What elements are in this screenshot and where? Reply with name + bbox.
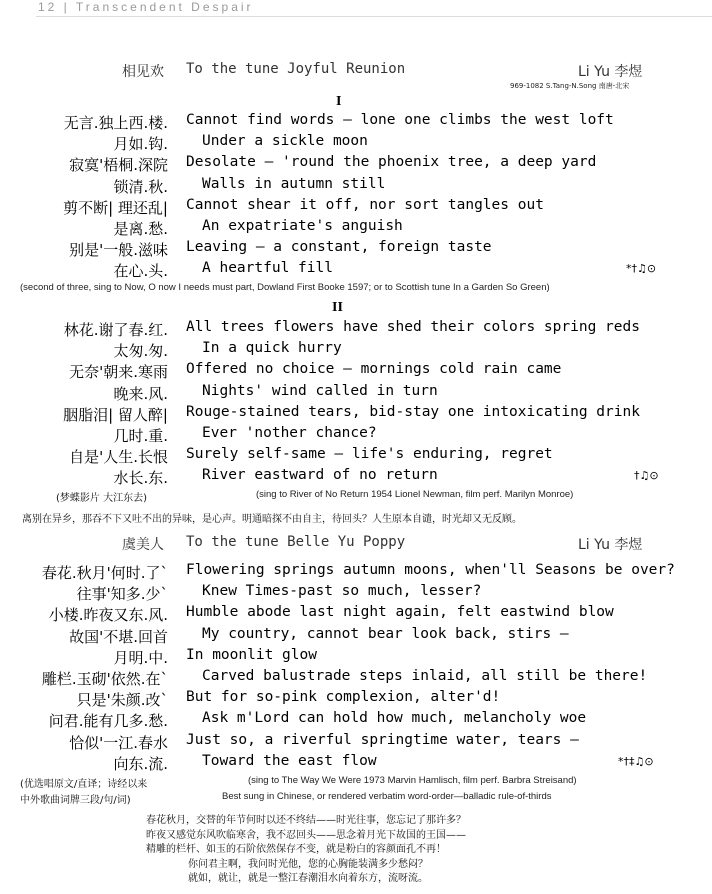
poem1-title-en [186, 61, 405, 77]
poem2-line-zh: 太匆.匆. [113, 342, 168, 361]
poem3-line-en: Knew Times-past so much, lesser? [202, 583, 482, 600]
poem1-line-zh: 是离.愁. [113, 220, 168, 238]
poem2-note-zh: (梦蝶影片 大江东去) [56, 493, 147, 504]
poem1-sing-note: (second of three, sing to Now, O now I needs must part, Dowland First Booke 1597; or to Scottish tune In a Garden So Green) [20, 282, 550, 293]
poem1-title-en-text: To the tune Joyful Reunion [186, 61, 406, 77]
poem3-note-zh-2: 中外歌曲词牌三段/句/词) [20, 795, 131, 806]
poem3-line-en: Carved balustrade steps inlaid, all still be there! [202, 668, 648, 684]
poem3-line-zh: 小楼.昨夜又东.风. [48, 606, 168, 625]
translation-line: 你问君主啊，我问时光他，您的心胸能装满多少愁闷？ [188, 858, 428, 870]
poem3-line-en: But for so-pink complexion, alter'd! [186, 689, 501, 706]
poem2-line-en: Ever 'nother chance? [202, 425, 377, 441]
poem3-line-zh: 月明.中. [113, 648, 168, 667]
poem3-sing-note: (sing to The Way We Were 1973 Marvin Hamlisch, film perf. Barbra Streisand) [248, 775, 577, 786]
poem3-render-note: Best sung in Chinese, or rendered verbatim word-order—balladic rule-of-thirds [222, 791, 552, 802]
poem3-line-zh: 只是'朱颜.改` [76, 691, 168, 710]
poem3-line-en: Flowering springs autumn moons, when'll Seasons be over? [186, 562, 675, 578]
poem2-line-en: Surely self-same — life's enduring, regret [186, 446, 553, 463]
translation-line: 精雕的栏杆、如玉的石阶依然保存不变，就是粉白的容颜面孔不再！ [146, 844, 446, 855]
poem3-line-en: My country, cannot bear look back, stirs — [202, 625, 569, 642]
poem3-line-en: Toward the east flow [202, 752, 377, 769]
poem1-title-zh: 相见欢 [122, 64, 164, 80]
poem3-line-en: Just so, a riverful springtime water, tears — [186, 731, 579, 748]
poem1-line-en: Cannot shear it off, nor sort tangles out [186, 196, 544, 213]
poem3-line-zh: 向东.流. [113, 754, 168, 773]
poem2-marks: †♫⊙ [634, 469, 659, 482]
poem1-line-en: An expatriate's anguish [202, 218, 403, 234]
poem3-line-zh: 往事'知多.少` [76, 585, 168, 604]
poem2-line-zh: 几时.重. [113, 427, 168, 445]
poem1-line-zh: 锁清.秋. [113, 177, 168, 196]
poem1-line-en: Under a sickle moon [202, 133, 368, 150]
poem1-line-en: Walls in autumn still [202, 175, 386, 192]
poem3-note-zh-1: (优选唱原文/直译；诗经以来 [20, 779, 148, 790]
poem3-marks: *†‡♫⊙ [618, 755, 654, 768]
poem3-line-zh: 春花.秋月'何时.了` [41, 564, 168, 582]
header-rule [36, 16, 712, 17]
poem2-line-zh: 无奈'朝来.寒雨 [69, 363, 168, 382]
poem2-line-zh: 自是'人生.长恨 [69, 448, 168, 467]
poem1-line-en: A heartful fill [202, 260, 333, 277]
poem2-line-zh: 林花.谢了春.红. [63, 321, 168, 339]
poem1-line-zh: 寂寞'梧桐.深院 [69, 156, 168, 175]
running-header: 12 | Transcendent Despair [38, 0, 254, 14]
poem2-line-en: All trees flowers have shed their colors spring reds [186, 319, 640, 335]
poem1-line-en: Desolate — 'round the phoenix tree, a deep yard [186, 154, 597, 171]
stanza-one-label: I [336, 94, 342, 109]
poem1-line-en: Cannot find words — lone one climbs the west loft [186, 112, 614, 128]
poem1-dates: 969-1082 S.Tang-N.Song 南唐-北宋 [510, 82, 630, 90]
translation-line: 就如，就让，就是一整江春潮泪水向着东方，流呀流。 [188, 873, 428, 884]
poem3-line-zh: 恰似'一江.春水 [69, 733, 168, 752]
poem2-line-zh: 晚来.风. [113, 384, 168, 403]
stanza-two-label: II [332, 300, 343, 315]
poem1-marks: *†♫⊙ [626, 262, 657, 275]
poem2-line-en: In a quick hurry [202, 340, 342, 357]
poem2-commentary: 离别在异乡，那吞不下又吐不出的异味，是心声。明通暗探不由自主，待回头？人生原本自谴，时光却又无反顾。 [22, 514, 522, 525]
poem3-line-zh: 雕栏.玉砌'依然.在` [41, 670, 168, 688]
poem3-line-en: Ask m'Lord can hold how much, melancholy woe [202, 710, 587, 727]
poem3-line-en: Humble abode last night again, felt eastwind blow [186, 604, 614, 621]
poem2-line-zh: 水长.东. [113, 469, 168, 488]
poem3-line-zh: 问君.能有几多.愁. [48, 712, 168, 731]
translation-line: 春花秋月，交替的年节何时以还不终结——时光往事，您忘记了那许多？ [146, 815, 466, 826]
poem3-line-zh: 故国'不堪.回首 [69, 627, 168, 646]
poem3-author: Li Yu 李煜 [578, 537, 643, 553]
poem3-title-zh: 虞美人 [122, 537, 164, 553]
poem1-line-zh: 剪不断| 理还乱| [63, 198, 168, 217]
poem2-sing-note: (sing to River of No Return 1954 Lionel Newman, film perf. Marilyn Monroe) [256, 489, 574, 500]
poem2-line-zh: 胭脂泪| 留人醉| [63, 405, 168, 424]
poem3-line-en: In moonlit glow [186, 646, 317, 663]
poem1-line-zh: 别是'一般.滋味 [69, 241, 168, 260]
poem2-line-en: Nights' wind called in turn [202, 382, 438, 399]
poem1-line-en: Leaving — a constant, foreign taste [186, 239, 492, 256]
poem2-line-en: Offered no choice — mornings cold rain came [186, 361, 562, 378]
poem1-line-zh: 月如.钩. [113, 135, 168, 154]
poem2-line-en: River eastward of no return [202, 467, 438, 484]
poem3-title-en: To the tune Belle Yu Poppy [186, 534, 406, 550]
poem1-line-zh: 在心.头. [113, 262, 168, 281]
translation-line: 昨夜又感觉东风吹临寒舍，我不忍回头——思念着月光下故国的王国—— [146, 829, 466, 841]
poem1-line-zh: 无言.独上西.楼. [63, 114, 168, 132]
poem1-author: Li Yu 李煜 [578, 64, 643, 80]
poem2-line-en: Rouge-stained tears, bid-stay one intoxicating drink [186, 403, 640, 420]
